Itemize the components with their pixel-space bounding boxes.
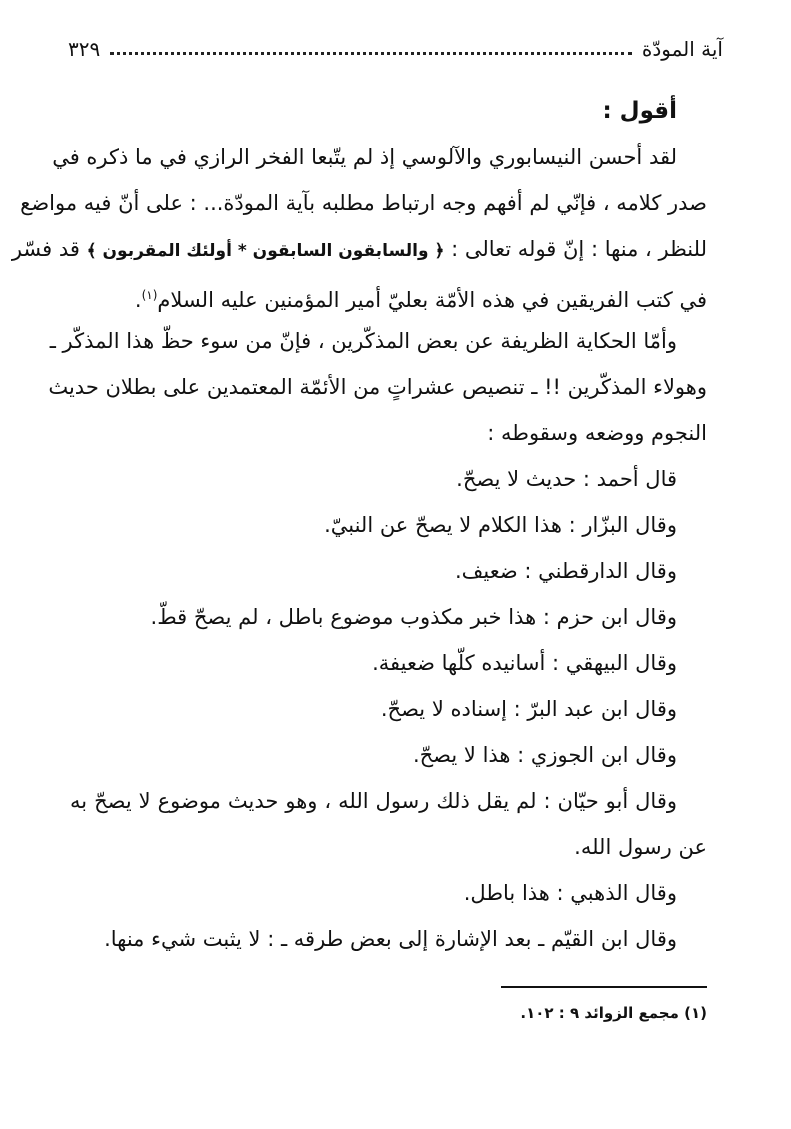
quote-line: وقال الدارقطني : ضعيف. bbox=[455, 559, 677, 583]
quote-line: وقال الذهبي : هذا باطل. bbox=[463, 881, 677, 905]
paragraph-line: وأمّا الحكاية الظريفة عن بعض المذكّرين ، فإنّ من سوء حظّ هذا المذكّر ـ bbox=[49, 329, 677, 353]
footnote-separator bbox=[501, 986, 707, 988]
paragraph-line bbox=[11, 226, 707, 272]
quote-line: وقال البيهقي : أسانيده كلّها ضعيفة. bbox=[372, 651, 677, 675]
page-number: ٣٢٩ bbox=[68, 37, 101, 61]
quote-line: وقال ابن القيّم ـ بعد الإشارة إلى بعض طرقه ـ : لا يثبت شيء منها. bbox=[104, 927, 677, 951]
running-header bbox=[68, 34, 723, 62]
paragraph-line: وهولاء المذكّرين !! ـ تنصيص عشراتٍ من الأئمّة المعتمدين على بطلان حديث bbox=[48, 375, 707, 399]
quote-line: وقال ابن الجوزي : هذا لا يصحّ. bbox=[412, 743, 677, 767]
paragraph-line: صدر كلامه ، فإنّي لم أفهم وجه ارتباط مطلبه بآية المودّة... : على أنّ فيه مواضع bbox=[20, 191, 707, 215]
quran-quote: ﴿ والسابقون السابقون * أولئك المقربون ﴾ bbox=[86, 241, 445, 261]
paragraph-line bbox=[70, 272, 707, 318]
header-dot-leader bbox=[110, 52, 632, 55]
quote-line: وقال البزّار : هذا الكلام لا يصحّ عن النبيّ. bbox=[324, 513, 677, 537]
paragraph-line: لقد أحسن النيسابوري والآلوسي إذ لم يتّبعا الفخر الرازي في ما ذكره في bbox=[52, 145, 677, 169]
quote-line: عن رسول الله. bbox=[574, 835, 707, 859]
quote-line: وقال أبو حيّان : لم يقل ذلك رسول الله ، وهو حديث موضوع لا يصحّ به bbox=[70, 789, 677, 813]
footnote-reference: (١) bbox=[141, 288, 158, 302]
quote-line: وقال ابن حزم : هذا خبر مكذوب موضوع باطل ، لم يصحّ قطّ. bbox=[150, 605, 677, 629]
quote-line: قال أحمد : حديث لا يصحّ. bbox=[456, 467, 677, 491]
quote-line: وقال ابن عبد البرّ : إسناده لا يصحّ. bbox=[380, 697, 677, 721]
main-text bbox=[11, 88, 707, 962]
text-run: للنظر ، منها : إنّ قوله تعالى : bbox=[451, 237, 707, 261]
section-heading: أقول : bbox=[602, 98, 677, 124]
footnote: (١) مجمع الزوائد ٩ : ١٠٢. bbox=[520, 1004, 707, 1022]
header-title: آية المودّة bbox=[641, 37, 723, 61]
paragraph-line: النجوم ووضعه وسقوطه : bbox=[487, 421, 707, 445]
text-run: قد فسّر bbox=[11, 237, 80, 261]
text-run: في كتب الفريقين في هذه الأمّة بعليّ أمير المؤمنين عليه السلام bbox=[157, 288, 707, 312]
text-run: . bbox=[134, 288, 142, 312]
